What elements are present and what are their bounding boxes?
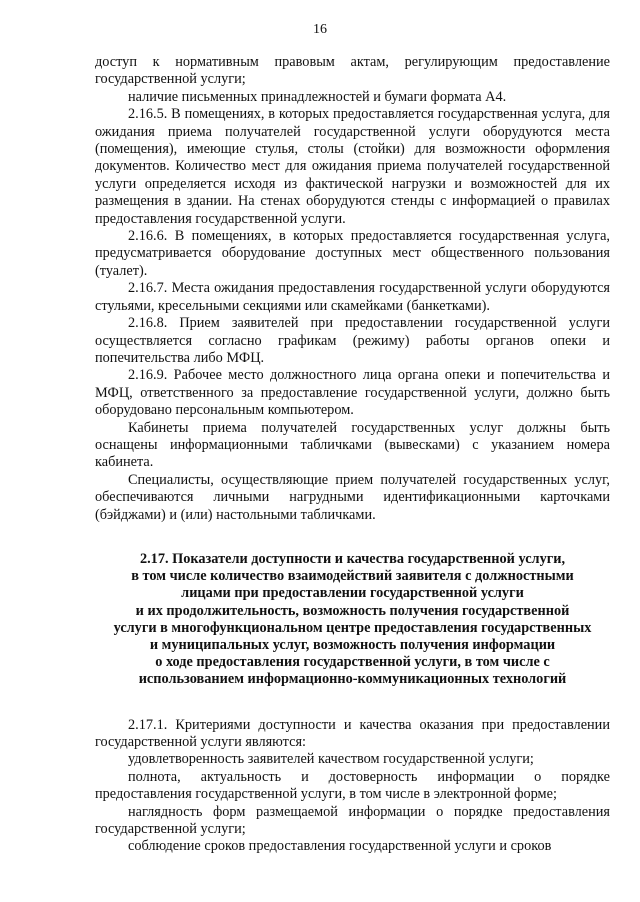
heading-line: 2.17. Показатели доступности и качества государственной услуги, (139, 550, 566, 567)
paragraph: соблюдение сроков предоставления государственной услуги и сроков (128, 838, 552, 855)
paragraph: 2.16.5. В помещениях, в которых предоставляется государственная услуга, для ожидания приема получателей государственной услуги оборудуются места (помещения), имеющие стулья, столы (стойки) для возможности оформления документов. Количество мест для ожидания приема получателей государственной услуги определяется исходя из фактической нагрузки и возможностей для их размещения в здании. На стенах оборудуются стенды с информацией о правилах предоставления государственной услуги. (95, 106, 610, 227)
paragraph: 2.16.6. В помещениях, в которых предоставляется государственная услуга, предусматривается оборудование доступных мест общественного пользования (туалет). (95, 228, 610, 279)
paragraphs-top (95, 54, 610, 524)
heading-line: услуги в многофункциональном центре предоставления государственных (113, 619, 592, 636)
paragraph: 2.16.8. Прием заявителей при предоставлении государственной услуги осуществляется согласно графикам (режиму) работы органов опеки и попечительства либо МФЦ. (95, 315, 610, 366)
paragraph: Кабинеты приема получателей государственных услуг должны быть оснащены информационными табличками (вывесками) с указанием номера кабинета. (95, 419, 610, 471)
heading-line: о ходе предоставления государственной услуги, в том числе с (155, 654, 550, 671)
heading-line: использованием информационно-коммуникационных технологий (138, 671, 567, 688)
section-heading-2-17 (95, 551, 610, 689)
page-number: 16 (313, 22, 327, 37)
paragraph: 2.17.1. Критериями доступности и качества оказания при предоставлении государственной услуги являются: (95, 716, 610, 750)
paragraph: наличие письменных принадлежностей и бумаги формата А4. (128, 88, 507, 105)
paragraph: удовлетворенность заявителей качеством государственной услуги; (128, 751, 534, 768)
paragraph: 2.16.7. Места ожидания предоставления государственной услуги оборудуются стульями, кресельными секциями или скамейками (банкетками). (95, 280, 610, 314)
heading-line: и их продолжительность, возможность получения государственной (135, 602, 570, 619)
paragraph: полнота, актуальность и достоверность информации о порядке предоставления государственной услуги, в том числе в электронной форме; (95, 768, 610, 803)
paragraph: 2.16.9. Рабочее место должностного лица органа опеки и попечительства и МФЦ, ответственного за предоставление государственной услуги, должно быть оборудовано персональным компьютером. (95, 367, 610, 419)
paragraphs-bottom (95, 717, 610, 856)
paragraph: доступ к нормативным правовым актам, регулирующим предоставление государственной услуги; (95, 54, 610, 88)
paragraph: наглядность форм размещаемой информации о порядке предоставления государственной услуги; (95, 803, 610, 838)
document-body (95, 54, 610, 856)
heading-line: лицами при предоставлении государственной услуги (181, 585, 524, 602)
paragraph: Специалисты, осуществляющие прием получателей государственных услуг, обеспечиваются личными нагрудными идентификационными карточками (бэйджами) и (или) настольными табличками. (95, 471, 610, 523)
heading-line: в том числе количество взаимодействий заявителя с должностными (131, 568, 574, 585)
heading-line: и муниципальных услуг, возможность получения информации (149, 636, 556, 653)
